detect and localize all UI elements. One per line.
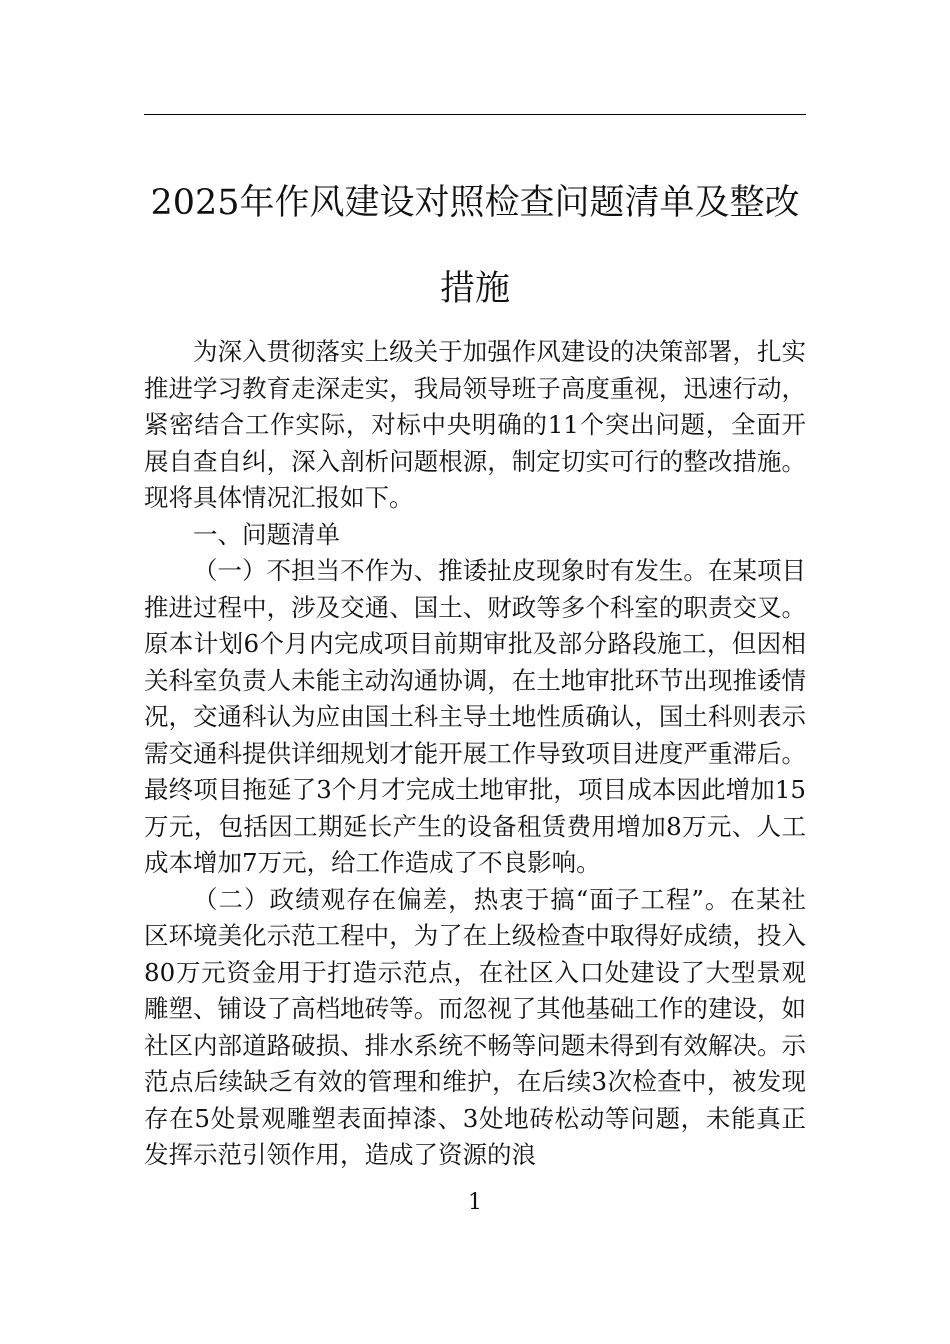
header-rule bbox=[144, 114, 806, 115]
title-line-1: 2025年作风建设对照检查问题清单及整改 bbox=[150, 183, 800, 223]
problem-item-1: （一）不担当不作为、推诿扯皮现象时有发生。在某项目推进过程中，涉及交通、国土、财政等多个科室的职责交叉。原本计划6个月内完成项目前期审批及部分路段施工，但因相关科室负责人未能主动沟通协调，在土地审批环节出现推诿情况，交通科认为应由国土科主导土地性质确认，国土科则表示需交通科提供详细规划才能开展工作导致项目进度严重滞后。最终项目拖延了3个月才完成土地审批，项目成本因此增加15万元，包括因工期延长产生的设备租赁费用增加8万元、人工成本增加7万元，给工作造成了不良影响。 bbox=[144, 556, 806, 877]
document-title bbox=[144, 160, 806, 332]
intro-paragraph: 为深入贯彻落实上级关于加强作风建设的决策部署，扎实推进学习教育走深走实，我局领导班子高度重视，迅速行动，紧密结合工作实际，对标中央明确的11个突出问题，全面开展自查自纠，深入剖析问题根源，制定切实可行的整改措施。现将具体情况汇报如下。 bbox=[144, 337, 806, 512]
section-heading-problem-list: 一、问题清单 bbox=[193, 519, 340, 549]
problem-item-2: （二）政绩观存在偏差，热衷于搞“面子工程”。在某社区环境美化示范工程中，为了在上级检查中取得好成绩，投入80万元资金用于打造示范点，在社区入口处建设了大型景观雕塑、铺设了高档地砖等。而忽视了其他基础工作的建设，如社区内部道路破损、排水系统不畅等问题未得到有效解决。示范点后续缺乏有效的管理和维护，在后续3次检查中，被发现存在5处景观雕塑表面掉漆、3处地砖松动等问题，未能真正发挥示范引领作用，造成了资源的浪 bbox=[144, 884, 806, 1169]
title-line-2: 措施 bbox=[439, 269, 510, 309]
page-number: 1 bbox=[468, 1190, 482, 1215]
document-body bbox=[144, 334, 806, 1174]
